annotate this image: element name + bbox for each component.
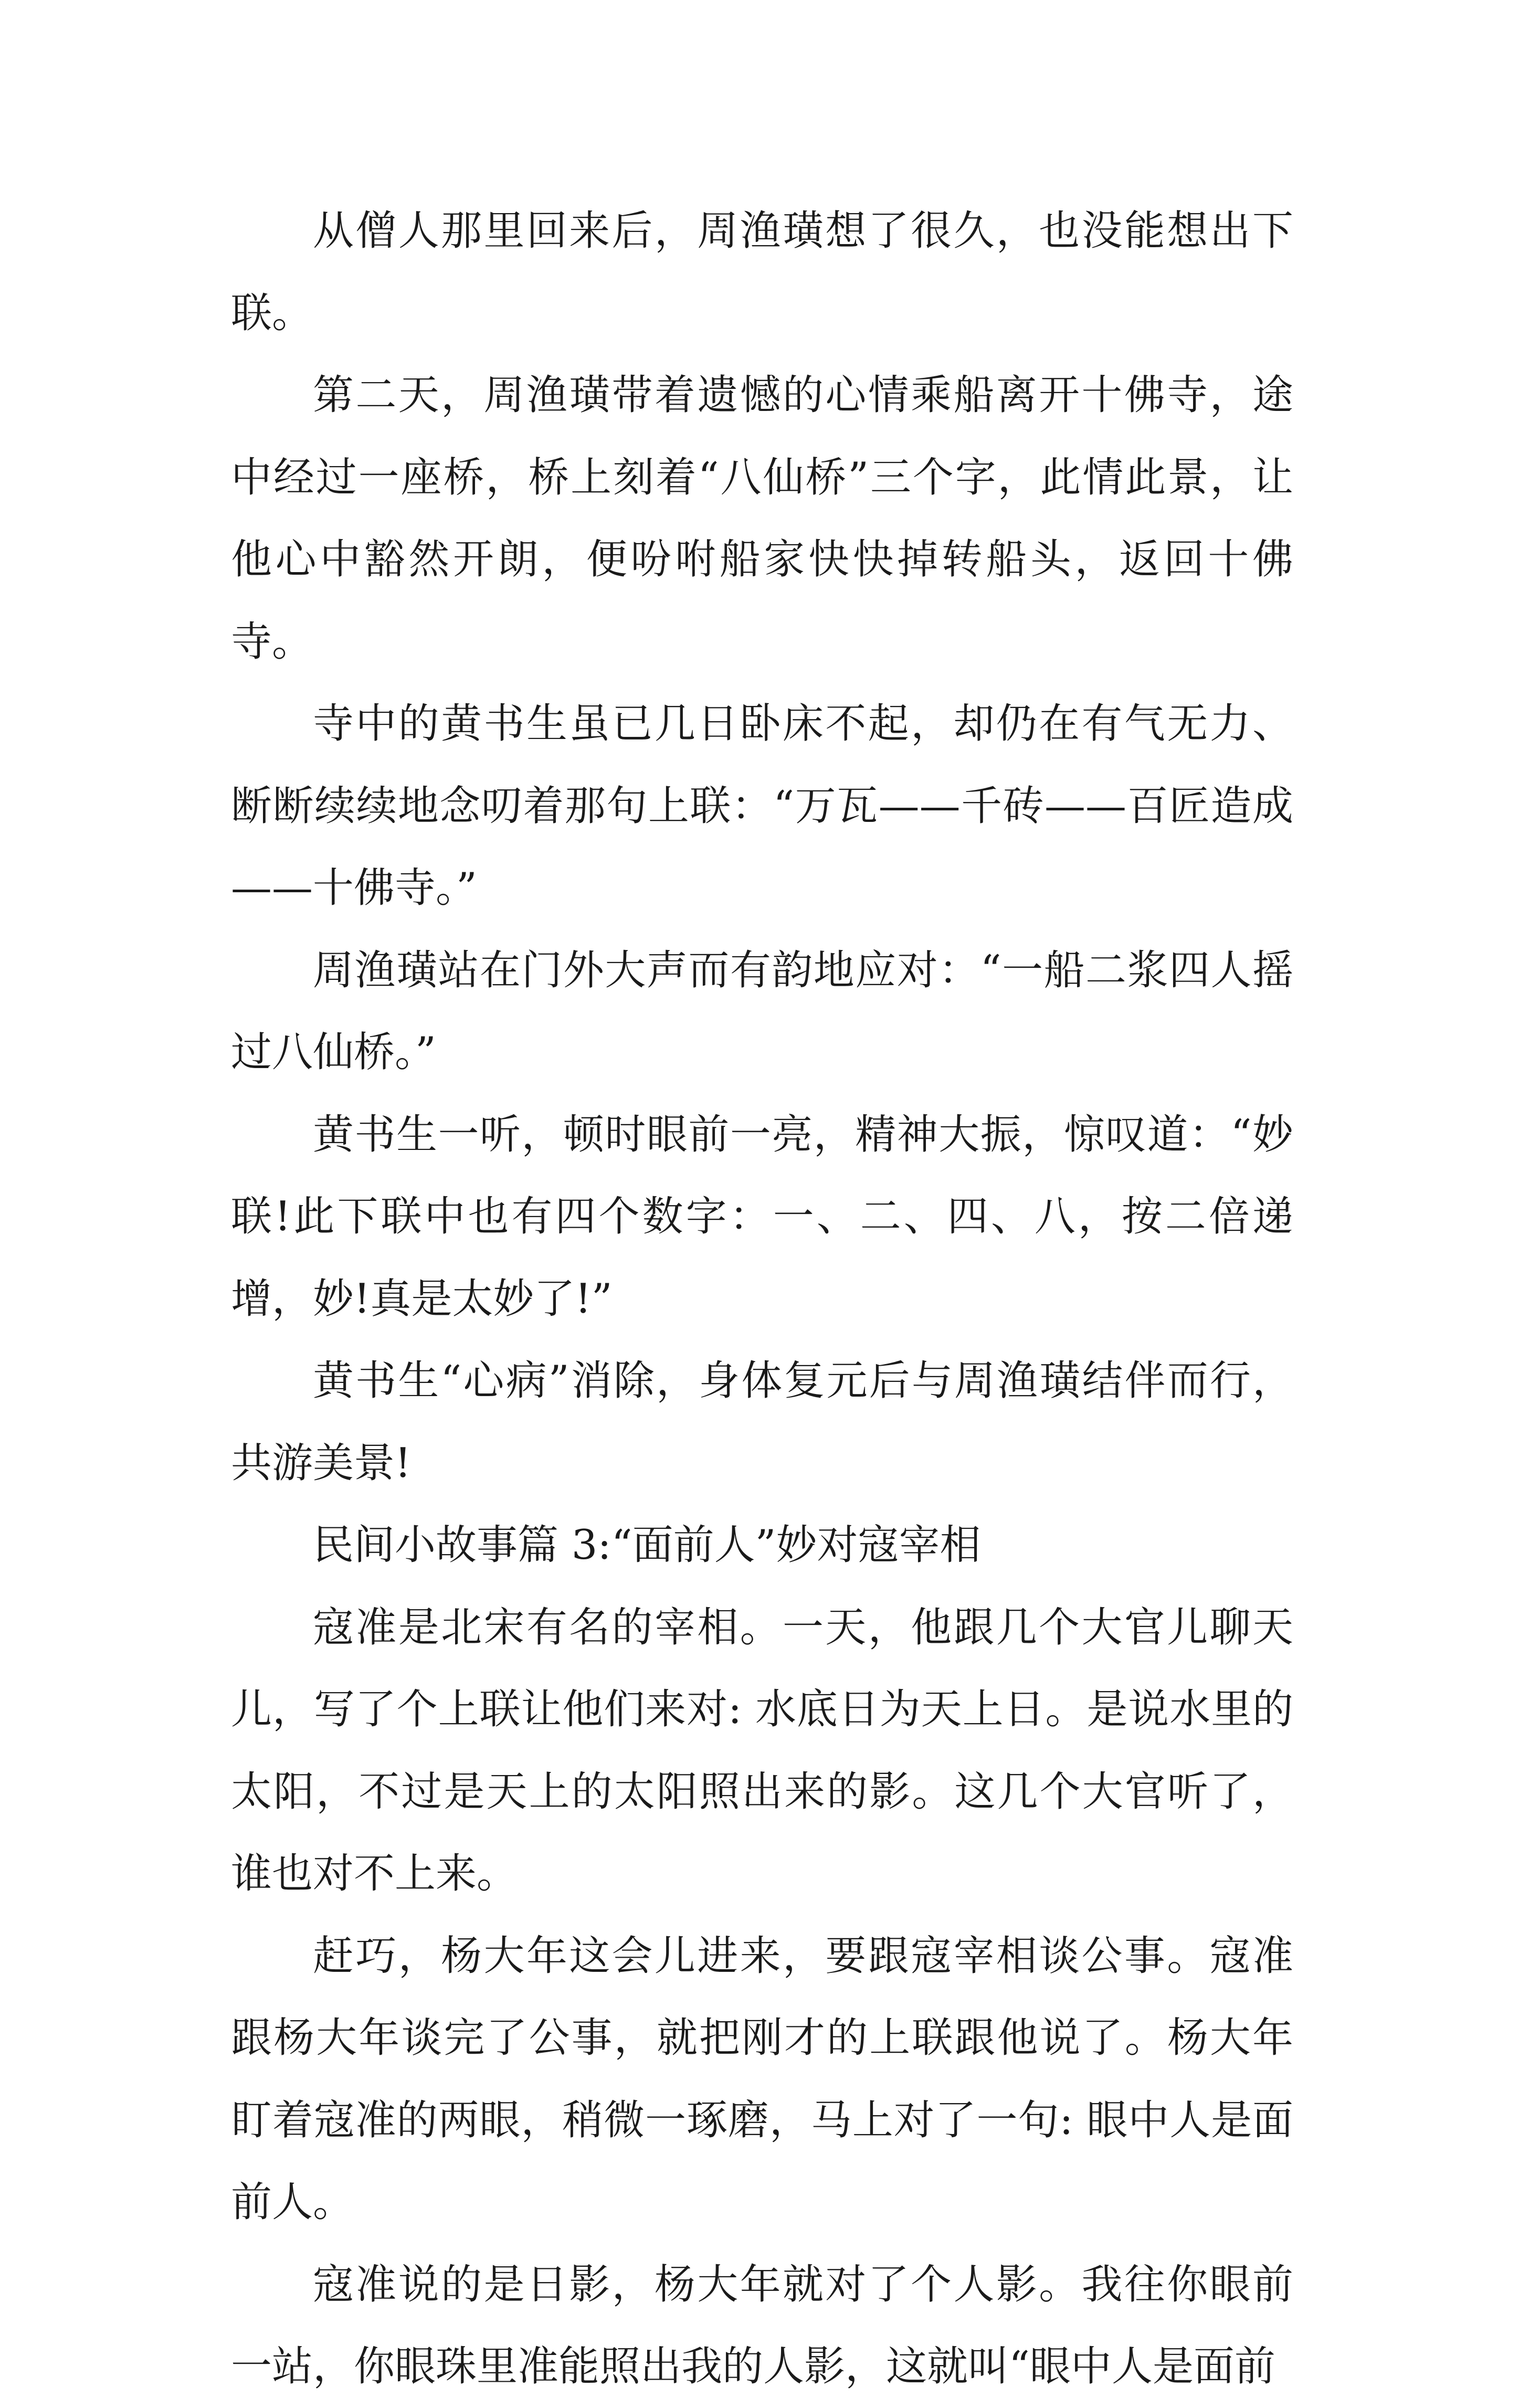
paragraph-8: 赶巧，杨大年这会儿进来，要跟寇宰相谈公事。寇准跟杨大年谈完了公事，就把刚才的上联跟他说了。杨大年盯着寇准的两眼，稍微一琢磨，马上对了一句: 眼中人是面前人。 — [231, 1932, 1293, 2226]
paragraph-3: 寺中的黄书生虽已几日卧床不起，却仍在有气无力、断断续续地念叨着那句上联：“万瓦——千砖——百匠造成——十佛寺。” — [231, 700, 1293, 912]
body-text — [231, 190, 1293, 2408]
paragraph-6: 黄书生“心病”消除，身体复元后与周渔璜结伴而行，共游美景! — [231, 1357, 1293, 1487]
paragraph-9: 寇准说的是日影，杨大年就对了个人影。我往你眼前一站，你眼珠里准能照出我的人影，这就叫“眼中人是面前 — [231, 2261, 1293, 2390]
paragraph-2: 第二天，周渔璜带着遗憾的心情乘船离开十佛寺，途中经过一座桥，桥上刻着“八仙桥”三个字，此情此景，让他心中豁然开朗，便吩咐船家快快掉转船头，返回十佛寺。 — [231, 372, 1293, 666]
paragraph-5: 黄书生一听，顿时眼前一亮，精神大振，惊叹道：“妙联!此下联中也有四个数字：一、二、四、八，按二倍递增，妙!真是太妙了!” — [231, 1111, 1293, 1323]
paragraph-1: 从僧人那里回来后，周渔璜想了很久，也没能想出下联。 — [231, 207, 1293, 337]
section-heading: 民间小故事篇 3:“面前人”妙对寇宰相 — [313, 1522, 981, 1569]
paragraph-7: 寇准是北宋有名的宰相。一天，他跟几个大官儿聊天儿，写了个上联让他们来对: 水底日为天上日。是说水里的太阳，不过是天上的太阳照出来的影。这几个大官听了，谁也对不上来。 — [231, 1603, 1293, 1897]
paragraph-4: 周渔璜站在门外大声而有韵地应对：“一船二浆四人摇过八仙桥。” — [231, 946, 1293, 1076]
